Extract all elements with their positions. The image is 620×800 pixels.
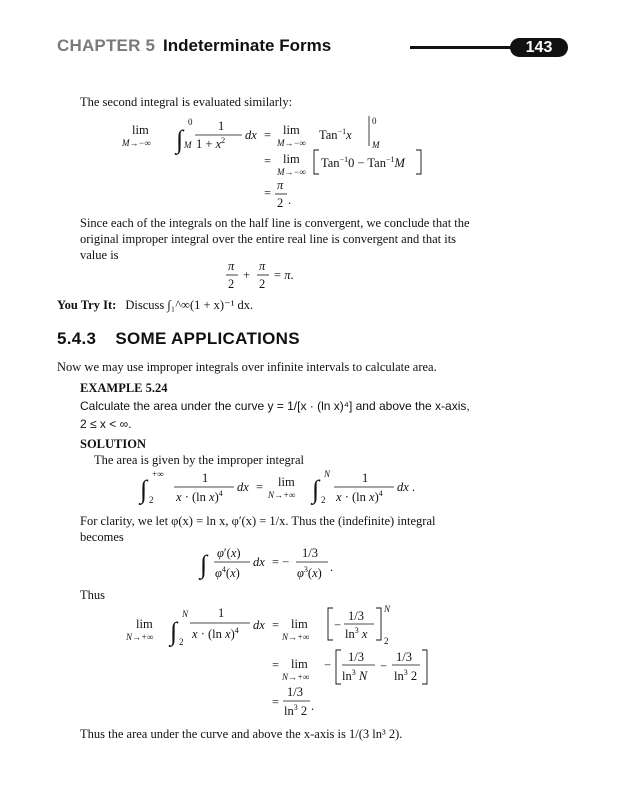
example-text-line-1: Calculate the area under the curve y = 1/[x · (ln x)⁴] and above the x-axis, [80,399,470,413]
svg-text:0: 0 [372,116,377,126]
substitution-line-2: becomes [80,530,124,544]
section-number: 5.4.3 [57,329,97,348]
svg-text:φ4(x): $\varphi^4(x)$ [215,565,240,580]
svg-text:1: 1 [218,119,225,133]
svg-text:M: M [372,140,380,150]
svg-text:∫: ∫ [140,475,148,504]
convergence-line-1: Since each of the integrals on the half line is convergent, we conclude that the [80,216,470,230]
example-text-line-2: 2 ≤ x < ∞. [80,417,132,431]
equation-area-evaluation [120,602,440,720]
convergence-line-2: original improper integral over the entire real line is convergent and that its [80,232,457,246]
svg-text:lim: lim [291,617,308,631]
svg-text:x · (ln x)4: x · (ln x)$^4$ [192,626,239,641]
svg-text:−: − [324,658,332,672]
svg-text:π: π [259,259,266,273]
svg-text:ln3 2: $\ln^3 2$ [394,668,418,683]
svg-text:lim: lim [132,123,149,137]
conclusion-paragraph: Thus the area under the curve and above the x-axis is 1/(3 ln³ 2). [80,727,403,741]
svg-text:N: N [384,604,391,614]
svg-text:dx: dx [253,618,265,632]
svg-text:ln3 N: $\ln^3 N$ [342,668,368,683]
intro-paragraph: The second integral is evaluated similarly: [80,95,293,109]
svg-text:−: − [380,659,388,673]
svg-text:ln3 2: $\ln^3 2$ [284,703,308,718]
svg-text:1/3: 1/3 [396,650,412,664]
svg-text:=: = [264,186,272,200]
svg-text:1: 1 [362,471,369,485]
svg-text:lim: lim [291,657,308,671]
svg-text:2: 2 [149,495,154,505]
svg-text:ln3 x: $\ln^3 x$ [345,626,368,641]
equation-pi-sum [225,260,315,292]
svg-text:dx: dx [245,128,257,142]
svg-text:φ′(x): φ′(x) [217,546,241,560]
svg-text:N: N [182,609,189,619]
svg-text:x · (ln x)4: x · (ln x)$^4$ [336,489,383,504]
svg-text:0: 0 [188,117,193,127]
svg-text:1/3: 1/3 [302,546,318,560]
equation-phi-integral [200,543,360,585]
svg-text:N→+∞: N→+∞ [282,672,310,682]
svg-text:Tan−1x: Tan$^{-1}$x [319,127,352,142]
svg-text:lim: lim [278,475,295,489]
svg-text:.: . [412,480,416,494]
svg-text:lim: lim [283,152,300,166]
svg-text:∫: ∫ [200,550,208,579]
svg-text:x · (ln x)4: x · (ln x)$^4$ [176,489,223,504]
svg-text:=: = [272,658,280,672]
applications-paragraph: Now we may use improper integrals over infinite intervals to calculate area. [57,360,437,374]
svg-text:.: . [288,193,292,207]
svg-text:2: 2 [259,277,266,291]
svg-text:M→−∞: M→−∞ [122,138,151,148]
svg-text:N: N [324,469,331,479]
chapter-title: Indeterminate Forms [163,36,332,55]
svg-text:1: 1 [202,471,209,485]
svg-text:dx: dx [397,480,409,494]
you-try-it [57,297,253,313]
section-heading [57,329,300,349]
svg-text:1/3: 1/3 [348,650,364,664]
header-rule [410,46,518,49]
svg-text:−: − [334,618,342,632]
svg-text:2: 2 [179,637,184,647]
equation-area-integral [140,468,430,510]
svg-text:.: . [311,699,315,713]
svg-text:=: = [272,618,280,632]
svg-text:1/3: 1/3 [348,609,364,623]
svg-text:=: = [256,480,264,494]
solution-intro: The area is given by the improper integral [94,453,304,467]
svg-text:dx: dx [237,480,249,494]
convergence-line-3: value is [80,248,119,262]
solution-label: SOLUTION [80,437,146,451]
svg-text:1: 1 [218,606,225,620]
equation-second-integral [120,110,440,215]
svg-text:M: M [184,140,192,150]
substitution-line-1: For clarity, we let φ(x) = ln x, φ′(x) = 1/x. Thus the (indefinite) integral [80,514,436,528]
svg-text:lim: lim [136,617,153,631]
svg-text:2: 2 [228,277,235,291]
svg-text:2: 2 [384,636,389,646]
svg-text:N→+∞: N→+∞ [126,632,154,642]
svg-text:∫: ∫ [312,475,320,504]
svg-text:N→+∞: N→+∞ [282,632,310,642]
svg-text:N→+∞: N→+∞ [268,490,296,500]
svg-text:dx: dx [253,555,265,569]
svg-text:=: = [272,695,280,709]
svg-text:= −: = − [272,555,290,569]
svg-text:φ3(x): $\varphi^3(x)$ [297,565,322,580]
page-number: 143 [510,38,568,57]
svg-text:+: + [243,268,251,282]
section-title: SOME APPLICATIONS [115,329,300,348]
svg-text:+∞: +∞ [152,469,164,479]
svg-text:∫: ∫ [176,125,184,154]
svg-text:π: π [228,259,235,273]
svg-text:1/3: 1/3 [287,685,303,699]
svg-text:2: 2 [277,196,284,210]
svg-text:M→−∞: M→−∞ [277,167,306,177]
svg-text:2: 2 [321,495,326,505]
svg-text:π: π [277,178,284,192]
svg-text:.: . [330,560,334,574]
svg-text:M→−∞: M→−∞ [277,138,306,148]
svg-text:Tan−10 − Tan−1M: Tan$^{-1}$0 − Tan$^{-1}$M [321,155,405,170]
you-try-it-label: You Try It: [57,298,117,312]
thus-label: Thus [80,588,105,602]
svg-text:lim: lim [283,123,300,137]
chapter-label: CHAPTER 5 [57,36,156,55]
svg-text:1 + x2: $1 + x^2$ [196,136,226,151]
svg-text:=: = [264,154,272,168]
you-try-it-text: Discuss ∫₁^∞(1 + x)⁻¹ dx. [125,298,254,312]
example-label: EXAMPLE 5.24 [80,381,168,395]
svg-text:=: = [264,128,272,142]
svg-text:= π.: = π. [274,268,294,282]
svg-text:∫: ∫ [170,617,178,646]
